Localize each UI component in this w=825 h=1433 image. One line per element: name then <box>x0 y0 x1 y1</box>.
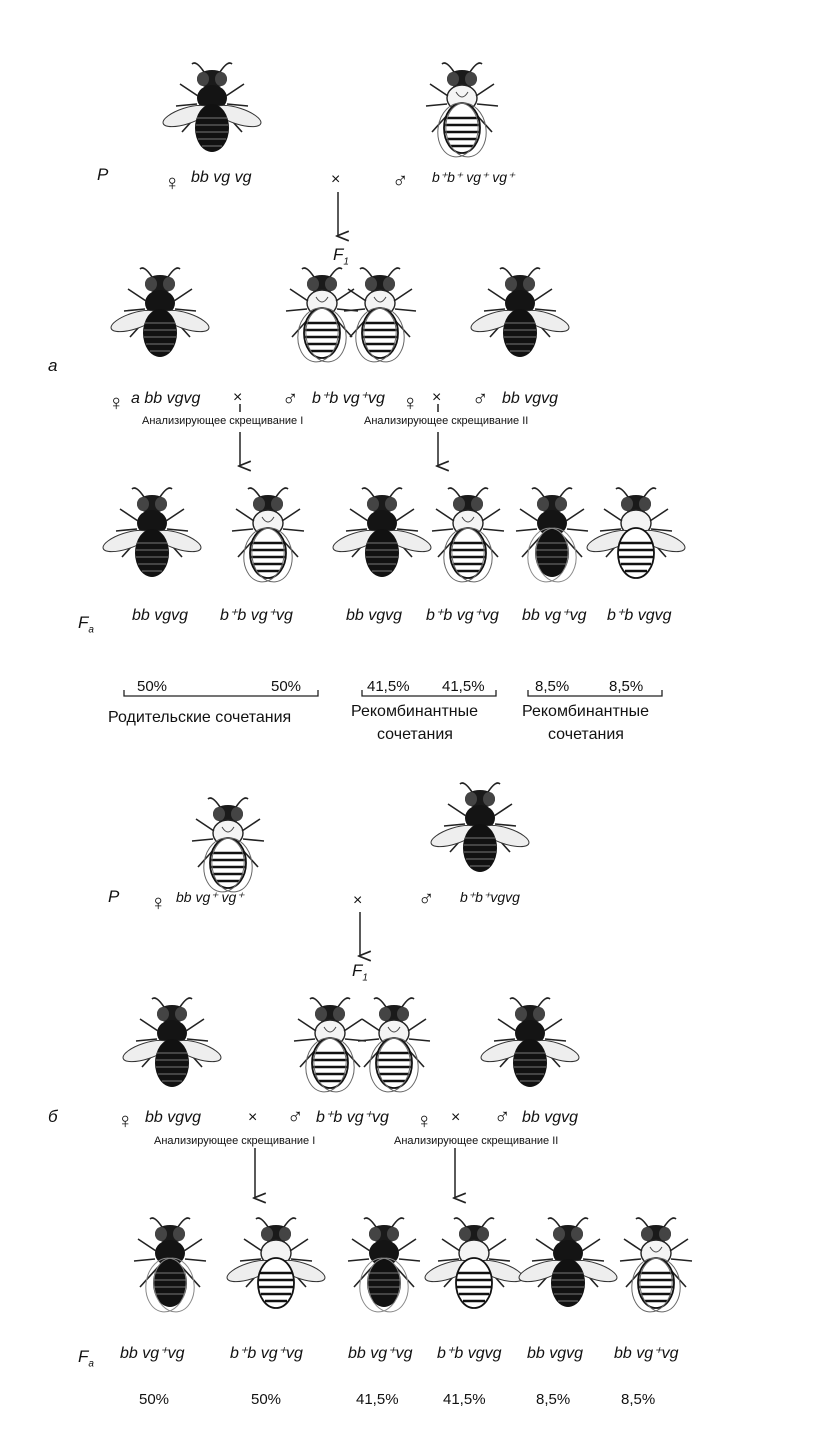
fly-icon <box>516 488 588 585</box>
p-label-a: P <box>97 165 109 184</box>
fly-icon <box>429 783 532 872</box>
fa-label-a: $F_a$ <box>78 613 94 636</box>
female-icon: ♀ <box>402 390 419 415</box>
c1-female-genotype-b: bb vgvg <box>145 1109 202 1126</box>
c1-male-genotype-b: b⁺b vg⁺vg <box>316 1109 389 1126</box>
offspring-genotype-b-2: b⁺b vg⁺vg <box>230 1345 303 1362</box>
fly-icon <box>358 998 430 1095</box>
fly-icon <box>331 488 434 577</box>
fly-icon <box>134 1218 206 1315</box>
offspring-genotype-a-1: bb vgvg <box>132 607 189 624</box>
male-icon: ♂ <box>472 386 489 411</box>
female-icon: ♀ <box>108 390 125 415</box>
female-icon: ♀ <box>117 1108 134 1133</box>
f1-label-a: $F_1$ <box>333 245 349 268</box>
fly-icon <box>232 488 304 585</box>
p-label-b: P <box>108 887 120 906</box>
fly-icon <box>426 63 498 160</box>
fly-icon <box>192 798 264 895</box>
offspring-genotype-a-5: bb vg⁺vg <box>522 607 587 624</box>
caption-parental: Родительские сочетания <box>108 709 292 726</box>
percent-a-5: 8,5% <box>535 678 570 695</box>
cross-symbol: × <box>248 1109 258 1126</box>
c2-male-genotype-b: bb vgvg <box>522 1109 579 1126</box>
fly-icon <box>286 268 358 365</box>
fly-icon <box>348 1218 420 1315</box>
percent-b-5: 8,5% <box>536 1391 571 1408</box>
percent-a-3: 41,5% <box>367 678 410 695</box>
p-male-genotype-a: b⁺b⁺ vg⁺ vg⁺ <box>432 169 515 185</box>
offspring-genotype-a-2: b⁺b vg⁺vg <box>220 607 293 624</box>
f1-label-b: $F_1$ <box>352 961 368 984</box>
cross-symbol: × <box>451 1109 461 1126</box>
fly-icon <box>225 1218 328 1308</box>
fly-icon <box>109 268 212 357</box>
percent-b-2: 50% <box>251 1391 282 1408</box>
fly-icon <box>121 998 224 1087</box>
fly-icon <box>294 998 366 1095</box>
p-female-genotype-a: bb vg vg <box>191 169 252 186</box>
offspring-genotype-a-4: b⁺b vg⁺vg <box>426 607 499 624</box>
testcross-2-label-b: Анализирующее скрещивание II <box>394 1135 559 1147</box>
male-icon: ♂ <box>282 386 299 411</box>
female-icon: ♀ <box>150 890 167 915</box>
male-icon: ♂ <box>392 168 409 193</box>
c1-male-genotype-a: b⁺b vg⁺vg <box>312 390 385 407</box>
offspring-genotype-a-3: bb vgvg <box>346 607 403 624</box>
percent-a-4: 41,5% <box>442 678 485 695</box>
male-icon: ♂ <box>494 1104 511 1129</box>
fa-label-b: $F_a$ <box>78 1347 94 1370</box>
caption-recomb-2-line-1: Рекомбинантные <box>522 703 649 720</box>
fly-icon <box>423 1218 526 1308</box>
testcross-2-label-a: Анализирующее скрещивание II <box>364 415 529 427</box>
testcross-1-label-b: Анализирующее скрещивание I <box>154 1135 316 1147</box>
percent-a-1: 50% <box>137 678 168 695</box>
c2-male-genotype-a: bb vgvg <box>502 390 559 407</box>
percent-a-6: 8,5% <box>609 678 644 695</box>
caption-recomb-2-line-2: сочетания <box>548 726 624 743</box>
panel-label-a: а <box>48 356 58 375</box>
percent-b-3: 41,5% <box>356 1391 399 1408</box>
offspring-genotype-a-6: b⁺b vgvg <box>607 607 672 624</box>
offspring-genotype-b-6: bb vg⁺vg <box>614 1345 679 1362</box>
p-male-genotype-b: b⁺b⁺vgvg <box>460 889 520 905</box>
percent-b-1: 50% <box>139 1391 170 1408</box>
fly-icon <box>469 268 572 357</box>
offspring-genotype-b-3: bb vg⁺vg <box>348 1345 413 1362</box>
male-icon: ♂ <box>287 1104 304 1129</box>
c1-female-genotype-a: a bb vgvg <box>131 390 201 407</box>
offspring-genotype-b-5: bb vgvg <box>527 1345 584 1362</box>
percent-b-6: 8,5% <box>621 1391 656 1408</box>
caption-recomb-1-line-2: сочетания <box>377 726 453 743</box>
fly-icon <box>620 1218 692 1315</box>
fly-icon <box>479 998 582 1087</box>
fly-icon <box>161 63 264 152</box>
female-icon: ♀ <box>164 170 181 195</box>
cross-symbol: × <box>331 171 341 188</box>
testcross-1-label-a: Анализирующее скрещивание I <box>142 415 304 427</box>
cross-symbol: × <box>233 389 243 406</box>
panel-a-flies <box>101 63 688 585</box>
cross-symbol: × <box>432 389 442 406</box>
offspring-genotype-b-4: b⁺b vgvg <box>437 1345 502 1362</box>
fly-icon <box>517 1218 620 1307</box>
cross-symbol: × <box>353 892 363 909</box>
panel-b-flies <box>121 783 692 1315</box>
p-female-genotype-b: bb vg⁺ vg⁺ <box>176 889 244 905</box>
female-icon: ♀ <box>416 1108 433 1133</box>
caption-recomb-1-line-1: Рекомбинантные <box>351 703 478 720</box>
fly-icon <box>344 268 416 365</box>
fly-icon <box>585 488 688 578</box>
fly-icon <box>432 488 504 585</box>
fly-icon <box>101 488 204 577</box>
percent-b-4: 41,5% <box>443 1391 486 1408</box>
percent-a-2: 50% <box>271 678 302 695</box>
panel-label-b: б <box>48 1107 58 1126</box>
male-icon: ♂ <box>418 886 435 911</box>
offspring-genotype-b-1: bb vg⁺vg <box>120 1345 185 1362</box>
